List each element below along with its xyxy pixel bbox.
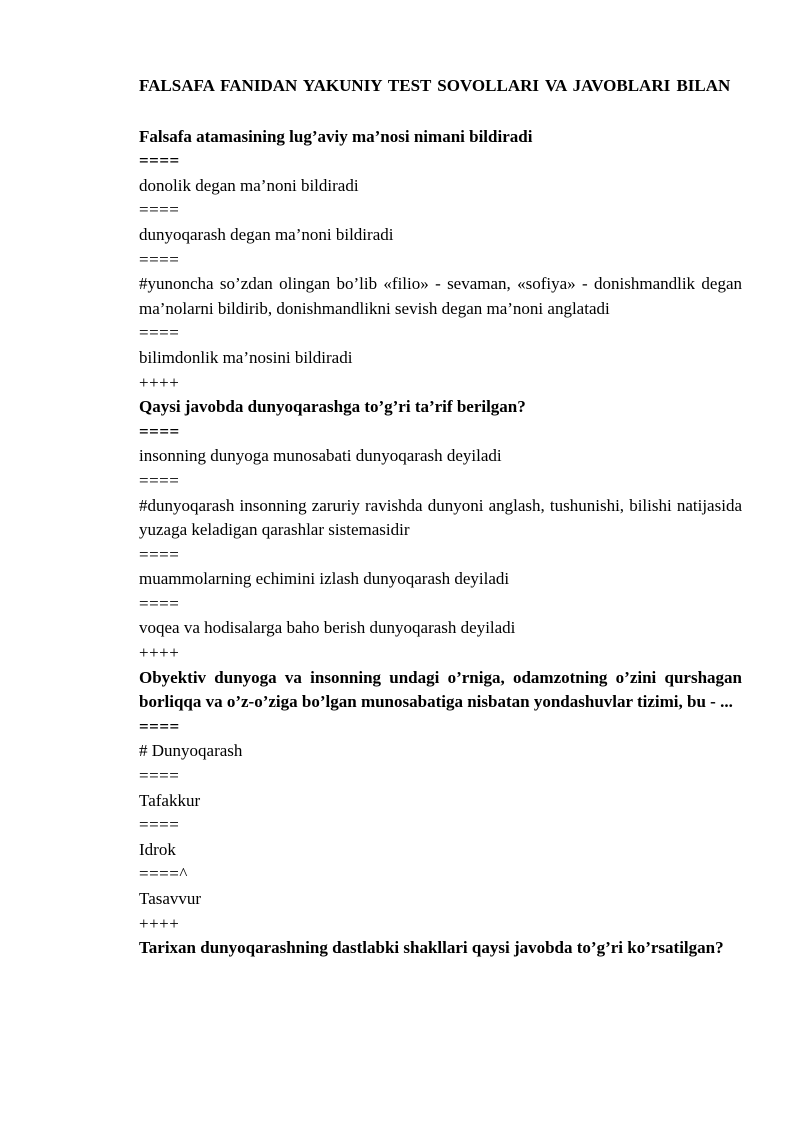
question-block-4	[139, 936, 742, 961]
question-block-3	[139, 666, 742, 937]
answer-option: donolik degan ma’noni bildiradi	[139, 175, 359, 195]
question-text: Qaysi javobda dunyoqarashga to’g’ri ta’rif berilgan?	[139, 397, 526, 417]
separator: ====	[139, 766, 180, 786]
document-page	[139, 74, 742, 961]
answer-option: insonning dunyoga munosabati dunyoqarash deyiladi	[139, 446, 502, 466]
answer-option: voqea va hodisalarga baho berish dunyoqarash deyiladi	[139, 618, 516, 638]
separator: ====	[139, 815, 180, 835]
answer-option-correct: #yunoncha so’zdan olingan bo’lib «filio» - sevaman, «sofiya» - donishmandlik degan ma’nolarni bildirib, donishmandlikni sevish degan ma’noni anglatadi	[139, 274, 742, 318]
question-block-1	[139, 125, 742, 396]
answer-option-correct: # Dunyoqarash	[139, 741, 243, 761]
answer-option: dunyoqarash degan ma’noni bildiradi	[139, 224, 394, 244]
question-text: Tarixan dunyoqarashning dastlabki shakllari qaysi javobda to’g’ri ko’rsatilgan?	[139, 938, 724, 958]
document-title: FALSAFA FANIDAN YAKUNIY TEST SOVOLLARI VA JAVOBLARI BILAN	[139, 76, 731, 95]
separator: ====	[139, 544, 180, 564]
separator: ====^	[139, 864, 188, 884]
separator: ====	[139, 200, 180, 220]
answer-option: Tasavvur	[139, 889, 202, 908]
question-text: Falsafa atamasining lug’aviy ma’nosi nimani bildiradi	[139, 126, 533, 146]
separator: ++++	[139, 372, 180, 392]
separator: ====	[139, 323, 180, 343]
separator: ====	[139, 593, 180, 613]
separator: ====	[139, 421, 180, 441]
answer-option: Idrok	[139, 839, 176, 859]
separator: ====	[139, 716, 180, 736]
separator: ====	[139, 249, 180, 269]
answer-option: bilimdonlik ma’nosini bildiradi	[139, 347, 353, 367]
separator: ====	[139, 151, 180, 171]
question-block-2	[139, 395, 742, 666]
answer-option: muammolarning echimini izlash dunyoqarash deyiladi	[139, 569, 510, 589]
separator: ====	[139, 470, 180, 490]
separator: ++++	[139, 913, 180, 933]
separator: ++++	[139, 643, 180, 663]
question-text: Obyektiv dunyoga va insonning undagi o’rniga, odamzotning o’zini qurshagan borliqqa va o’z-o’ziga bo’lgan munosabatiga nisbatan yondashuvlar tizimi, bu - ...	[139, 667, 742, 712]
answer-option-correct: #dunyoqarash insonning zaruriy ravishda dunyoni anglash, tushunishi, bilishi natijasida yuzaga keladigan qarashlar sistemasidir	[139, 495, 742, 540]
answer-option: Tafakkur	[139, 790, 201, 810]
